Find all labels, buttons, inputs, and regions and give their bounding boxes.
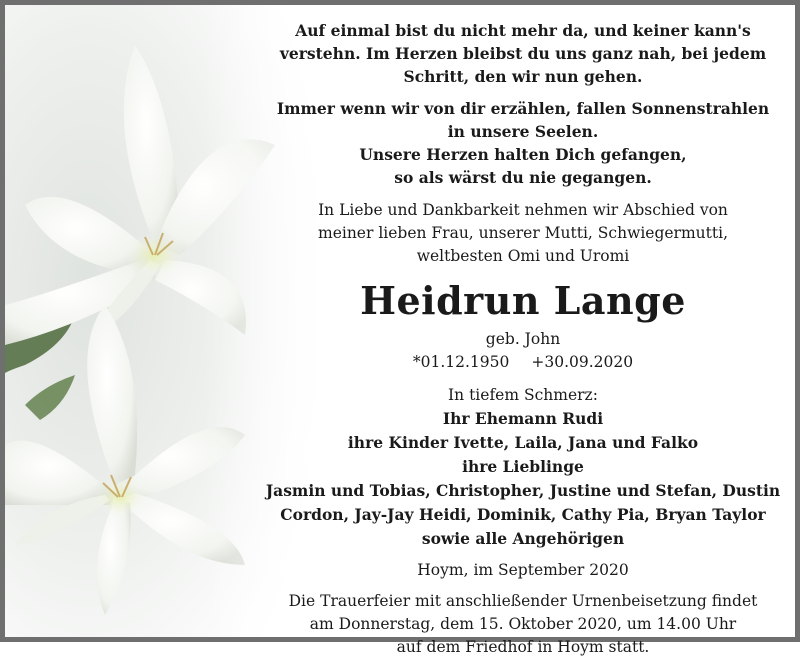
funeral-line: Die Trauerfeier mit anschließender Urnenbeisetzung findet: [288, 592, 758, 610]
verse-line: Unsere Herzen halten Dich gefangen,: [359, 145, 687, 164]
deceased-name: Heidrun Lange: [360, 278, 686, 323]
mourner-line: sowie alle Angehörigen: [421, 529, 625, 548]
verse-line: verstehn. Im Herzen bleibst du uns ganz nah, bei jedem: [279, 44, 767, 63]
death-date: +30.09.2020: [531, 353, 634, 371]
funeral-line: am Donnerstag, dem 15. Oktober 2020, um 14.00 Uhr: [309, 615, 737, 633]
funeral-details: [263, 590, 783, 659]
mourners-heading: In tiefem Schmerz:: [448, 386, 598, 404]
mourner-line: ihre Kinder Ivette, Laila, Jana und Falko: [347, 433, 699, 452]
birth-date: *01.12.1950: [412, 353, 510, 371]
mourner-line: Cordon, Jay-Jay Heidi, Dominik, Cathy Pia, Bryan Taylor: [280, 505, 766, 524]
obituary-text: [263, 19, 783, 659]
funeral-line: auf dem Friedhof in Hoym statt.: [396, 638, 650, 656]
life-dates: [263, 351, 783, 374]
birth-name: geb. John: [485, 330, 561, 348]
intro-line: weltbesten Omi und Uromi: [416, 247, 630, 265]
intro-line: meiner lieben Frau, unserer Mutti, Schwiegermutti,: [318, 224, 728, 242]
mourner-line: Jasmin und Tobias, Christopher, Justine und Stefan, Dustin: [265, 481, 781, 500]
mourner-line: Ihr Ehemann Rudi: [442, 409, 604, 428]
verse-line: so als wärst du nie gegangen.: [394, 168, 652, 187]
verse-second: [263, 97, 783, 189]
mourners-list: [263, 384, 783, 551]
verse-line: Auf einmal bist du nicht mehr da, und keiner kann's: [295, 21, 751, 40]
farewell-intro: [263, 199, 783, 268]
mourner-line: ihre Lieblinge: [462, 457, 584, 476]
place-and-date: Hoym, im September 2020: [417, 561, 629, 579]
verse-first: [263, 19, 783, 88]
verse-line: Immer wenn wir von dir erzählen, fallen Sonnenstrahlen: [276, 99, 770, 118]
verse-line: in unsere Seelen.: [447, 122, 599, 141]
intro-line: In Liebe und Dankbarkeit nehmen wir Abschied von: [318, 201, 728, 219]
verse-line: Schritt, den wir nun gehen.: [403, 67, 643, 86]
